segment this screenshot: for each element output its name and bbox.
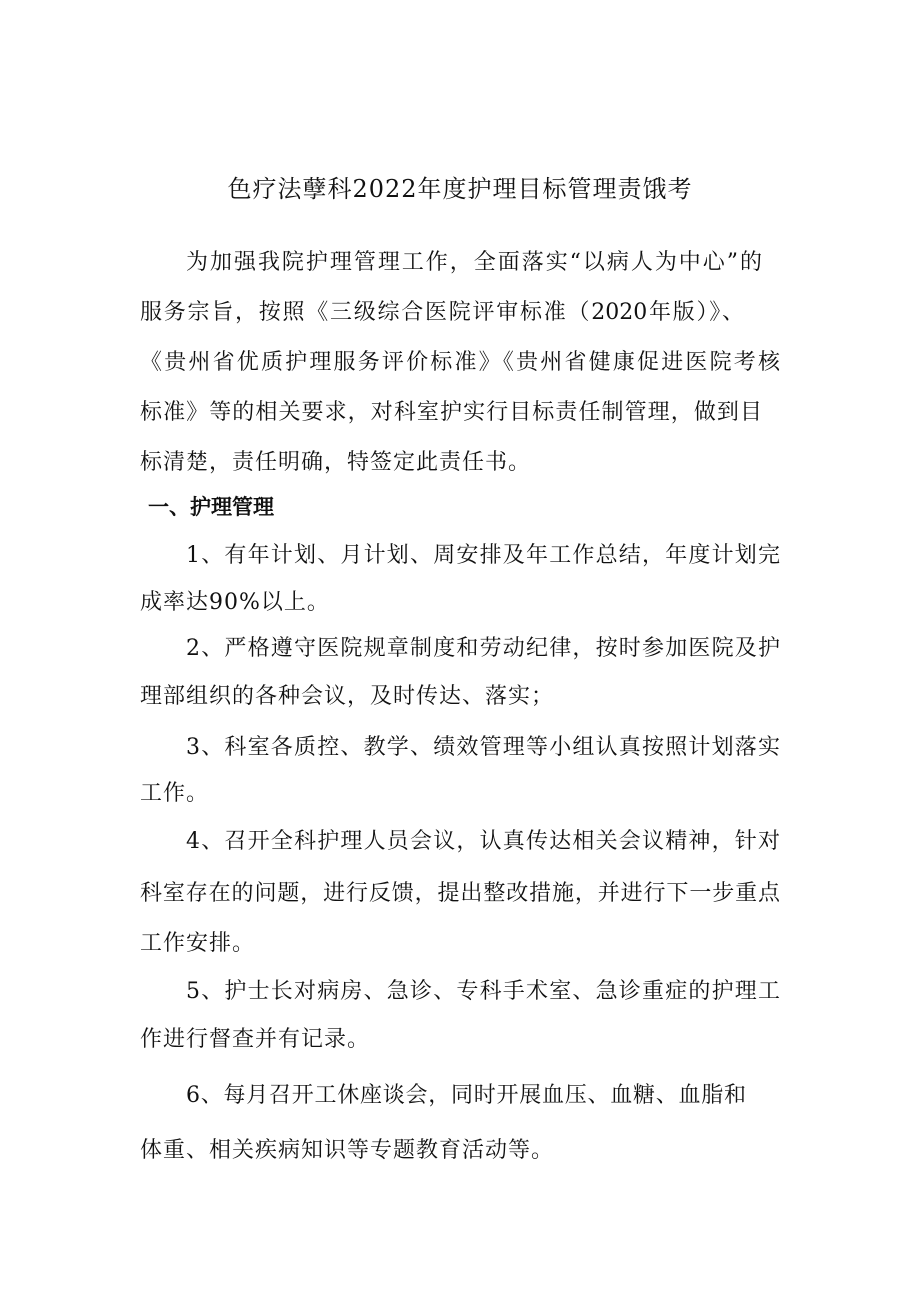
item-5-line-1: 5、护士长对病房、急诊、专科手术室、急诊重症的护理工 [186,979,780,1004]
item-1-line-2: 成率达90%以上。 [140,590,330,615]
intro-line-1: 为加强我院护理管理工作，全面落实“以病人为中心”的 [186,250,762,275]
intro-line-2: 服务宗旨，按照《三级综合医院评审标准（2020年版）》、 [140,300,744,325]
document-title: 色疗法孽科2022年度护理目标管理责饿考 [227,175,693,203]
item-4-line-2: 科室存在的问题，进行反馈，提出整改措施，并进行下一步重点 [140,881,780,906]
item-4-line-1: 4、召开全科护理人员会议，认真传达相关会议精神，针对 [186,829,780,854]
item-5-line-2: 作进行督查并有记录。 [140,1027,371,1052]
item-6-line-1: 6、每月召开工休座谈会，同时开展血压、血糖、血脂和 [186,1083,746,1108]
intro-line-3: 《贵州省优质护理服务评价标准》《贵州省健康促进医院考核 [140,350,780,375]
item-3-line-1: 3、科室各质控、教学、绩效管理等小组认真按照计划落实 [186,735,780,760]
section-heading: 一、护理管理 [148,495,274,519]
item-4-line-3: 工作安排。 [140,931,256,956]
intro-line-5: 标清楚，责任明确，特签定此责任书。 [140,450,532,475]
item-2-line-2: 理部组织的各种会议，及时传达、落实； [140,684,555,709]
intro-line-4: 标准》等的相关要求，对科室护实行目标责任制管理，做到目 [140,400,762,425]
item-2-line-1: 2、严格遵守医院规章制度和劳动纪律，按时参加医院及护 [186,636,780,661]
item-6-line-2: 体重、相关疾病知识等专题教育活动等。 [140,1138,555,1163]
item-1-line-1: 1、有年计划、月计划、周安排及年工作总结，年度计划完 [186,543,780,568]
item-3-line-2: 工作。 [140,781,210,806]
